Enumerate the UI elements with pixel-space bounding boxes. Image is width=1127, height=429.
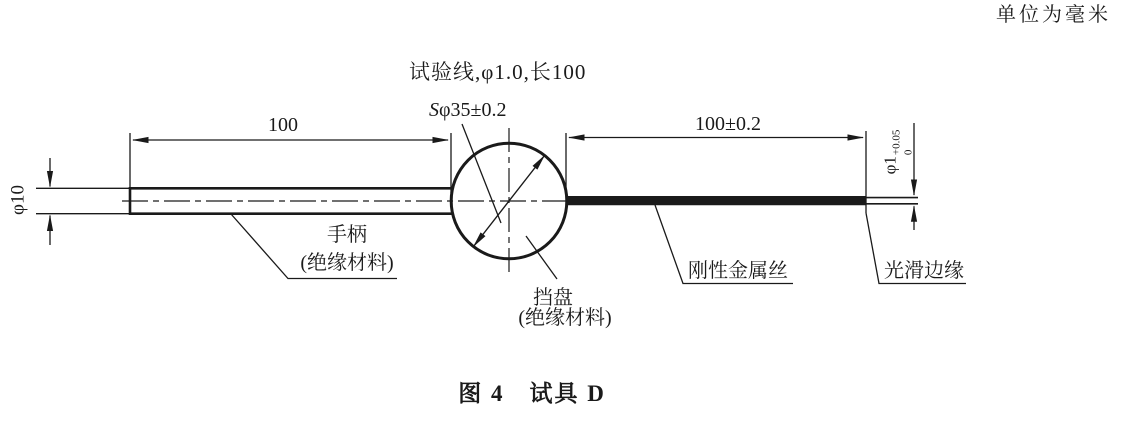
handle-length-dim: 100 xyxy=(268,114,298,136)
handle-label-line2: (绝缘材料) xyxy=(300,252,394,274)
leader-sphere-dim xyxy=(462,124,501,223)
tip-diameter-dim xyxy=(881,130,914,175)
tip-dia-tol-upper: +0.05 xyxy=(890,129,903,156)
figure-caption: 图 4 试具 D xyxy=(458,381,606,406)
sphere-dim-prefix: S xyxy=(429,99,439,121)
tip-dia-main: φ1 xyxy=(880,156,900,175)
leader-disc-label xyxy=(526,236,557,279)
handle-label-line1: 手柄 xyxy=(327,224,367,246)
sphere-dim-value: φ35±0.2 xyxy=(439,99,507,121)
tip-dia-tolerance xyxy=(891,130,914,155)
wire-length-dim: 100±0.2 xyxy=(695,113,761,135)
disc-label-line2: (绝缘材料) xyxy=(518,307,612,329)
tip-dia-tol-lower: 0 xyxy=(902,149,914,156)
units-note: 单位为毫米 xyxy=(996,4,1111,26)
smooth-edge-label: 光滑边缘 xyxy=(884,260,964,282)
handle-diameter-dim: φ10 xyxy=(7,185,29,215)
disc-label-line1: 挡盘 xyxy=(533,287,573,309)
test-wire-note: 试验线,φ1.0,长100 xyxy=(409,60,587,84)
sphere-diameter-dim xyxy=(429,99,507,121)
rigid-wire-label: 刚性金属丝 xyxy=(688,260,788,282)
